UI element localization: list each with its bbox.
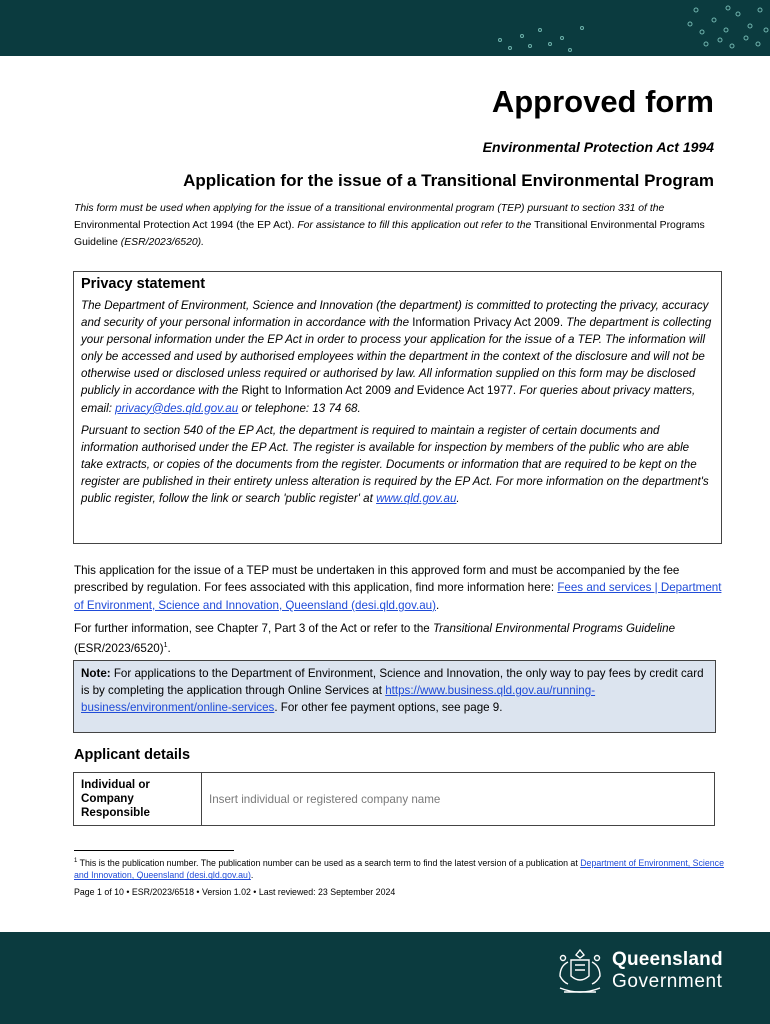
- further-a: For further information, see Chapter 7, Part 3 of the Act or refer to the: [74, 622, 433, 635]
- privacy-heading: Privacy statement: [81, 276, 206, 292]
- header-band: [0, 0, 770, 56]
- applicant-details-heading: Applicant details: [74, 747, 191, 763]
- footnote-ref: 1: [163, 642, 168, 650]
- further-c: (ESR/2023/6520): [74, 642, 164, 656]
- privacy-p2: Pursuant to section 540 of the EP Act, the department is required to maintain a register of certain documents and information authorised under the EP Act. The register is available for inspection by members of the public who are able take extracts, or copies of the documents from the register. Documents or information that are required to be kept on the register are published in their entirety unless alteration is required by the EP Act. For more information on the department's public register, follow the link or search 'public register' at: [81, 423, 709, 506]
- privacy-p1-c: The department is collecting your personal information under the EP Act in order to process your application for the issue of a TEP. The information will only be accessed and used by authorised employees within the department in the context of the disclosure and will not be otherwise used or disclosed unless required or authorised by law. All information supplied on this form may be disclosed publicly in accordance with the: [81, 316, 712, 398]
- fees-paragraph: [74, 562, 722, 614]
- privacy-p1-f: Evidence Act 1977.: [416, 384, 517, 398]
- logo-line1: Queensland: [612, 949, 723, 970]
- fees-end: .: [436, 598, 440, 612]
- privacy-p1-e: and: [391, 384, 417, 398]
- page-info: Page 1 of 10 • ESR/2023/6518 • Version 1.02 • Last reviewed: 23 September 2024: [74, 887, 396, 897]
- applicant-table: [73, 772, 715, 826]
- further-b: Transitional Environmental Programs Guideline: [432, 622, 676, 635]
- privacy-paragraph-1: [81, 297, 714, 417]
- privacy-statement-box: [73, 271, 722, 544]
- online-services-link[interactable]: https://www.business.qld.gov.au/running-business/environment/online-services: [81, 684, 596, 715]
- footnote: [74, 855, 724, 882]
- footnote-divider: [74, 850, 234, 851]
- privacy-email-link[interactable]: privacy@des.qld.gov.au: [115, 401, 239, 415]
- intro-part4: Transitional Environmental Programs Guideline: [74, 220, 705, 248]
- payment-note-box: [73, 660, 716, 733]
- logo-line2: Government: [612, 971, 723, 992]
- privacy-p1-g: For queries about privacy matters, email:: [81, 384, 696, 415]
- form-heading: Application for the issue of a Transitional Environmental Program: [183, 171, 714, 190]
- note-label: Note:: [81, 667, 111, 680]
- intro-part1: This form must be used when applying for the issue of a transitional environmental program (TEP) pursuant to section 331 of the: [74, 203, 665, 214]
- act-name: Environmental Protection Act 1994: [482, 139, 714, 155]
- applicant-name-label: Individual or Company Responsible: [74, 773, 202, 825]
- queensland-coat-of-arms-icon: [554, 944, 606, 998]
- note-text: For applications to the Department of Environment, Science and Innovation, the only way to pay fees by credit card is by completing the application through Online Services at: [81, 667, 704, 698]
- intro-part5: (ESR/2023/6520).: [117, 237, 204, 248]
- intro-part2: Environmental Protection Act 1994 (the EP Act).: [74, 220, 295, 231]
- privacy-p1-d: Right to Information Act 2009: [241, 384, 391, 398]
- intro-text: [74, 200, 718, 251]
- privacy-p2-end: .: [456, 492, 460, 506]
- desi-link[interactable]: Department of Environment, Science and Innovation, Queensland (desi.qld.gov.au): [74, 857, 724, 881]
- note-end: . For other fee payment options, see page 9.: [274, 701, 503, 715]
- privacy-p1-a: The Department of Environment, Science and Innovation (the department) is committed to protecting the privacy, accuracy and security of your personal information in accordance with the: [81, 299, 709, 330]
- page-title: Approved form: [491, 84, 714, 119]
- further-d: .: [167, 642, 171, 656]
- qld-gov-link[interactable]: www.qld.gov.au: [376, 492, 457, 506]
- applicant-name-input[interactable]: [202, 773, 714, 825]
- dot-pattern-decoration: [470, 0, 770, 56]
- privacy-p1-h: or telephone: 13 74 68.: [238, 401, 361, 415]
- fees-text: This application for the issue of a TEP must be undertaken in this approved form and must be accompanied by the fee prescribed by regulation. For fees associated with this application, find more information here:: [74, 564, 680, 595]
- logo-wordmark: [612, 949, 723, 993]
- privacy-paragraph-2: [81, 422, 714, 507]
- intro-part3: For assistance to fill this application out refer to the: [294, 220, 535, 231]
- footnote-number: 1: [74, 858, 78, 864]
- fees-services-link[interactable]: Fees and services | Department of Environment, Science and Innovation, Queensland (desi.qld.gov.au): [74, 581, 722, 612]
- further-info-paragraph: [74, 620, 722, 658]
- footnote-text: This is the publication number. The publication number can be used as a search term to find the latest version of a publication at: [77, 857, 581, 868]
- footnote-end: .: [250, 870, 254, 881]
- queensland-government-logo: [554, 944, 723, 998]
- privacy-p1-b: Information Privacy Act 2009.: [412, 316, 564, 330]
